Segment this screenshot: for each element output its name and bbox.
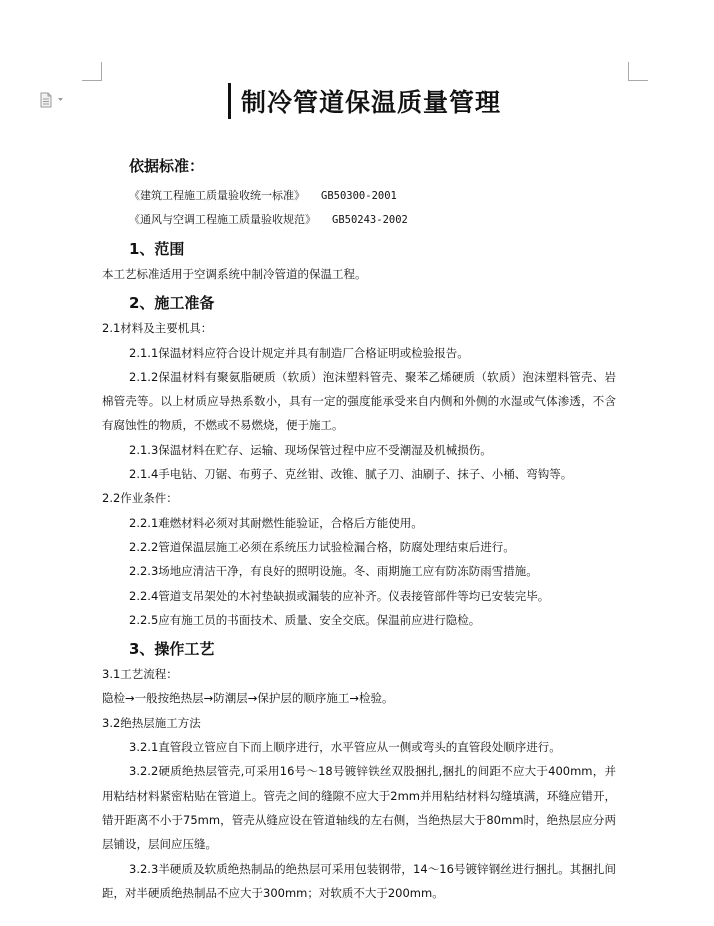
paragraph: 2.1.2保温材料有聚氨脂硬质（软质）泡沫塑料管壳、聚苯乙烯硬质（软质）泡沫塑料管壳、岩棉管壳等。以上材质应导热系数小，具有一定的强度能承受来自内侧和外侧的水湿或气体渗透，不含有腐蚀性的物质，不燃或不易燃烧，便于施工。 bbox=[102, 369, 616, 433]
paragraph: 2.1.4手电钻、刀锯、布剪子、克丝钳、改锥、腻子刀、油刷子、抹子、小桶、弯钩等。 bbox=[129, 467, 573, 482]
document-options-icon[interactable] bbox=[40, 92, 66, 108]
text-cursor bbox=[228, 83, 231, 119]
standard-item bbox=[129, 184, 616, 208]
paragraph: 2.1.1保温材料应符合设计规定并具有制造厂合格证明或检验报告。 bbox=[129, 345, 469, 360]
paragraph: 隐检→一般按绝热层→防潮层→保护层的顺序施工→检验。 bbox=[102, 691, 394, 706]
crop-mark-top-left-v bbox=[101, 62, 102, 80]
paragraph: 2.2.2管道保温层施工必须在系统压力试验检漏合格，防腐处理结束后进行。 bbox=[129, 539, 515, 554]
standard-item bbox=[129, 208, 616, 232]
standard-name: 《建筑工程施工质量验收统一标准》 bbox=[129, 189, 305, 202]
crop-mark-top-right-h bbox=[628, 80, 648, 81]
paragraph: 2.1.3保温材料在贮存、运输、现场保管过程中应不受潮湿及机械损伤。 bbox=[129, 442, 492, 457]
paragraph: 2.2.1难燃材料必须对其耐燃性能验证，合格后方能使用。 bbox=[129, 515, 423, 530]
paragraph: 2.1材料及主要机具： bbox=[102, 321, 213, 336]
document-body bbox=[102, 152, 616, 905]
title-block bbox=[228, 82, 501, 120]
document-title: 制冷管道保温质量管理 bbox=[241, 88, 502, 117]
paragraph: 3.2绝热层施工方法 bbox=[102, 715, 201, 730]
crop-mark-top-left-h bbox=[82, 80, 102, 81]
paragraph: 3.1工艺流程： bbox=[102, 667, 178, 682]
crop-mark-top-right-v bbox=[628, 62, 629, 80]
standard-code: GB50243-2002 bbox=[332, 214, 408, 226]
paragraph: 2.2.4管道支吊架处的木衬垫缺损或漏装的应补齐。仪表接管部件等均已安装完毕。 bbox=[129, 588, 550, 603]
paragraph: 3.2.1直管段立管应自下而上顺序进行，水平管应从一侧或弯头的直管段处顺序进行。 bbox=[129, 740, 561, 755]
basis-heading: 依据标准： bbox=[129, 157, 205, 175]
paragraph: 2.2作业条件： bbox=[102, 491, 178, 506]
section-heading: 3、操作工艺 bbox=[129, 640, 215, 659]
paragraph: 本工艺标准适用于空调系统中制冷管道的保温工程。 bbox=[102, 267, 367, 281]
paragraph: 3.2.3半硬质及软质绝热制品的绝热层可采用包装钢带，14～16号镀锌钢丝进行捆扎。其捆扎间距，对半硬质绝热制品不应大于300mm；对软质不大于200mm。 bbox=[102, 861, 616, 900]
sections-container bbox=[102, 236, 616, 905]
standard-name: 《通风与空调工程施工质量验收规范》 bbox=[129, 213, 316, 226]
paragraph: 3.2.2硬质绝热层管壳,可采用16号～18号镀锌铁丝双股捆扎,捆扎的间距不应大于400mm，并用粘结材料紧密粘贴在管道上。管壳之间的缝隙不应大于2mm并用粘结材料勾缝填满，环缝应错开，错开距离不小于75mm，管壳从缝应设在管道轴线的左右侧，当绝热层大于80mm时，绝热层应分两层铺设，层间应压缝。 bbox=[102, 764, 616, 852]
paragraph: 2.2.5应有施工员的书面技术、质量、安全交底。保温前应进行隐检。 bbox=[129, 612, 481, 627]
section-heading: 1、范围 bbox=[129, 240, 185, 258]
section-heading: 2、施工准备 bbox=[129, 294, 215, 313]
paragraph: 2.2.3场地应清洁干净，有良好的照明设施。冬、雨期施工应有防冻防雨雪措施。 bbox=[129, 564, 538, 579]
standard-code: GB50300-2001 bbox=[321, 190, 397, 202]
